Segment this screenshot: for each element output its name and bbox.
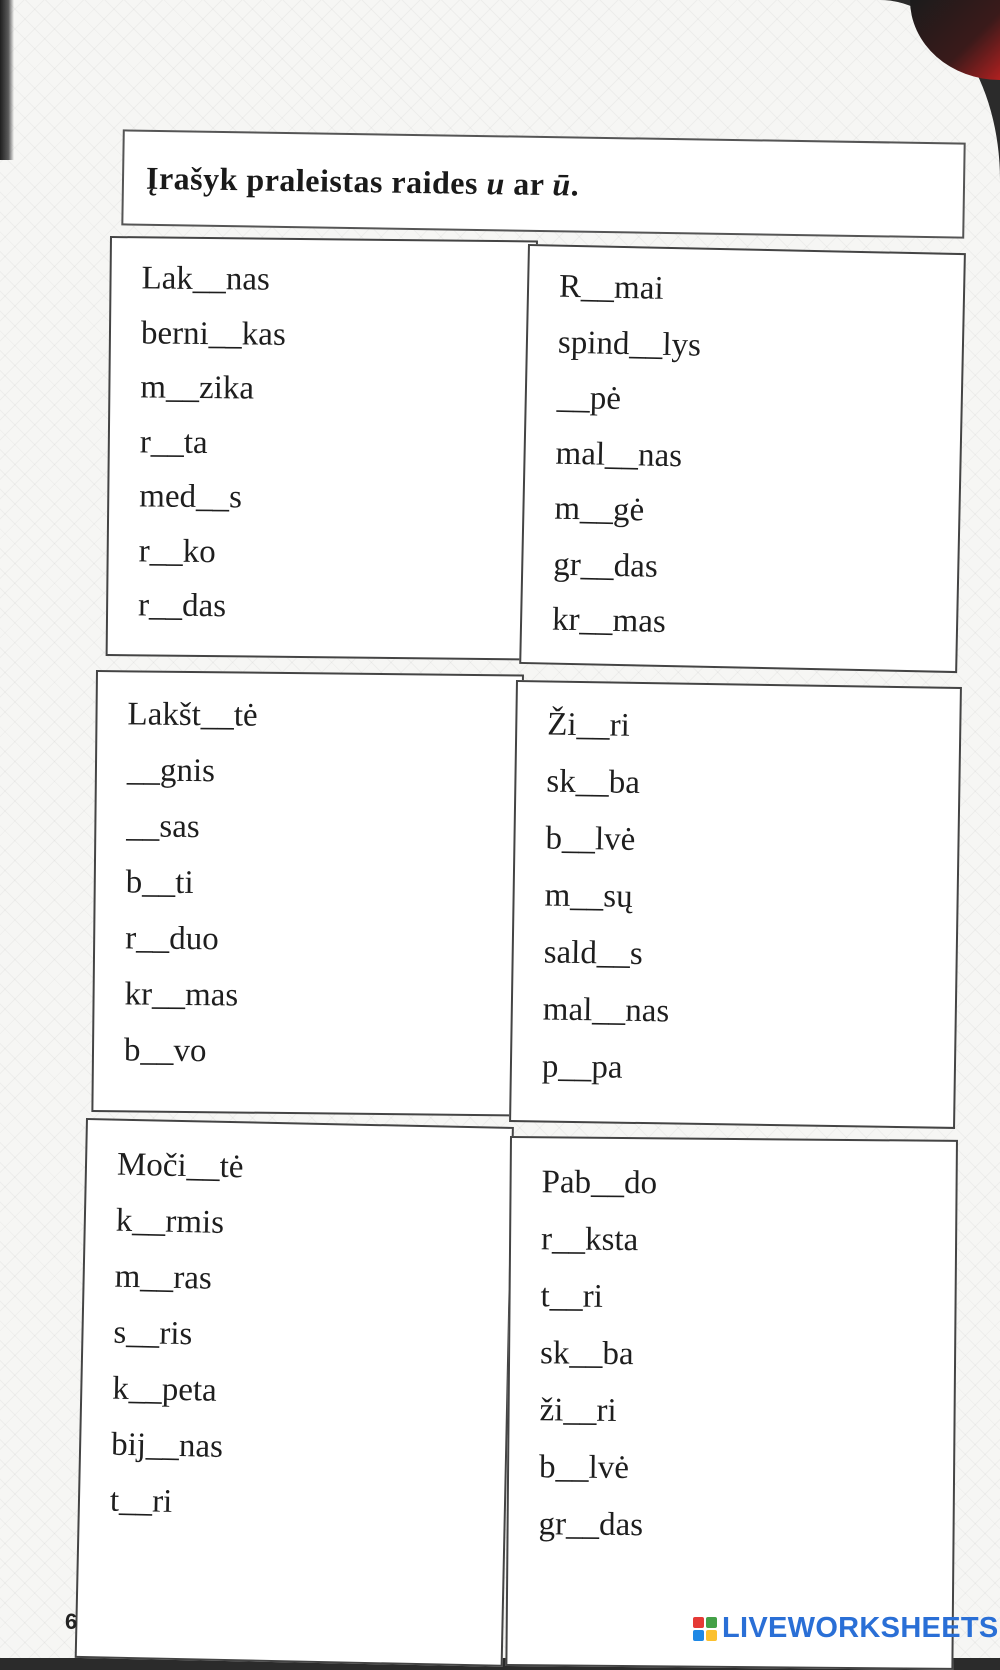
liveworksheets-logo-icon [693, 1617, 717, 1641]
fill-in-word: s__ris [113, 1314, 193, 1353]
fill-in-word: k__peta [111, 1370, 218, 1409]
fill-in-word: Pab__do [541, 1164, 658, 1202]
fill-in-word: Moči__tė [116, 1146, 244, 1186]
fill-in-word: R__mai [558, 268, 664, 307]
fill-in-word: r__ksta [540, 1221, 639, 1259]
fill-in-word: m__ras [114, 1258, 213, 1297]
logo-square [693, 1630, 704, 1641]
watermark-text: LIVEWORKSHEETS [722, 1612, 999, 1644]
title-prefix: Įrašyk praleistas raides [145, 159, 487, 202]
word-box-4 [509, 680, 962, 1129]
fill-in-word: sald__s [543, 934, 643, 973]
background-corner [910, 0, 1000, 80]
word-box-6 [505, 1136, 958, 1670]
logo-square [693, 1617, 704, 1628]
fill-in-word: Lak__nas [141, 260, 271, 298]
fill-in-word: gr__das [552, 546, 659, 585]
fill-in-word: m__zika [140, 369, 255, 407]
title-joiner: ar [504, 165, 553, 203]
page-number: 6 [65, 1609, 78, 1634]
fill-in-word: bij__nas [110, 1426, 224, 1465]
fill-in-word: berni__kas [140, 314, 286, 353]
fill-in-word: mal__nas [555, 435, 683, 474]
fill-in-word: r__das [137, 587, 227, 625]
fill-in-word: p__pa [541, 1048, 623, 1086]
fill-in-word: k__rmis [115, 1202, 225, 1241]
fill-in-word: b__lvė [545, 820, 636, 858]
fill-in-word: b__lvė [538, 1449, 630, 1487]
fill-in-word: r__duo [125, 920, 219, 958]
liveworksheets-watermark [693, 1612, 999, 1645]
fill-in-word: __pė [556, 379, 622, 417]
fill-in-word: gr__das [538, 1506, 644, 1544]
instruction-box [121, 129, 965, 238]
fill-in-word: r__ta [139, 423, 208, 461]
fill-in-word: Ži__ri [547, 706, 631, 744]
fill-in-word: sk__ba [546, 763, 641, 801]
fill-in-word: t__ri [109, 1482, 173, 1520]
logo-square [706, 1617, 717, 1628]
logo-square [706, 1630, 717, 1641]
fill-in-word: m__gė [554, 490, 645, 529]
fill-in-word: spind__lys [557, 324, 702, 364]
word-box-1 [106, 236, 538, 660]
word-box-3 [91, 670, 524, 1116]
fill-in-word: m__sų [544, 877, 633, 915]
letter-u-long: ū [552, 166, 571, 203]
fill-in-word: Lakšt__tė [127, 696, 258, 734]
fill-in-word: b__vo [123, 1032, 207, 1070]
fill-in-word: b__ti [125, 864, 194, 902]
word-box-5 [75, 1118, 514, 1667]
fill-in-word: kr__mas [124, 976, 239, 1014]
fill-in-word: med__s [139, 478, 243, 516]
fill-in-word: t__ri [540, 1278, 604, 1315]
instruction-title [146, 160, 580, 204]
fill-in-word: sk__ba [539, 1335, 634, 1373]
word-box-2 [519, 244, 966, 673]
fill-in-word: kr__mas [551, 601, 667, 640]
background-edge [0, 0, 14, 160]
fill-in-word: __gnis [126, 752, 216, 790]
letter-u: u [486, 165, 506, 202]
fill-in-word: r__ko [138, 532, 216, 570]
fill-in-word: mal__nas [542, 991, 670, 1030]
fill-in-word: ži__ri [539, 1392, 617, 1429]
title-end: . [570, 166, 580, 203]
fill-in-word: __sas [126, 808, 200, 846]
